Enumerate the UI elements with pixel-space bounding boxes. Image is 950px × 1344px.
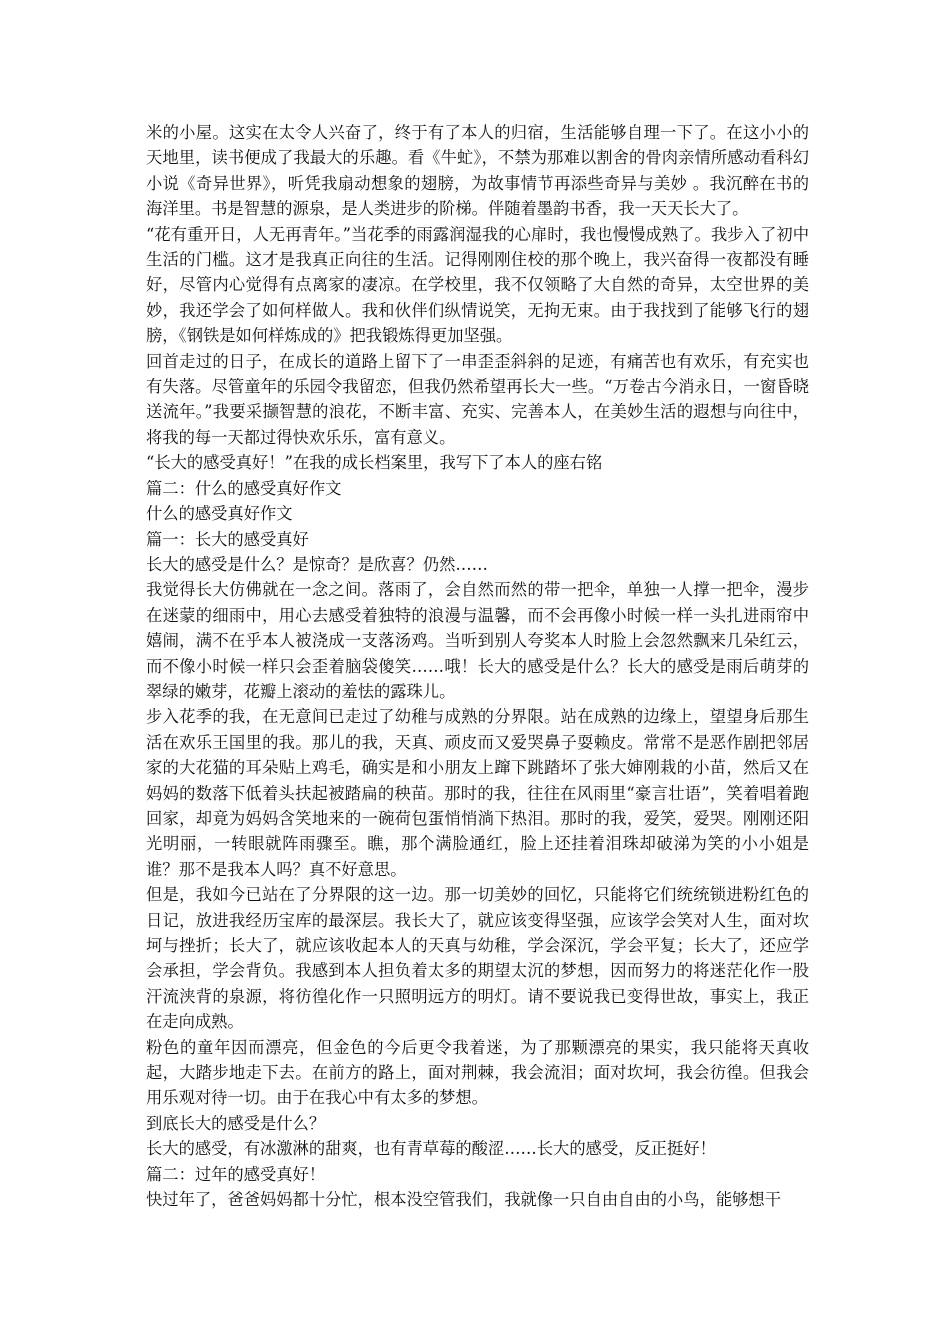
paragraph: 步入花季的我，在无意间已走过了幼稚与成熟的分界限。站在成熟的边缘上，望望身后那生活在欢乐王国里的我。那儿的我，天真、顽皮而又爱哭鼻子耍赖皮。常常不是恶作剧把邻居家的大花猫的耳朵贴上鸡毛，确实是和小朋友上蹿下跳踏坏了张大婶刚栽的小苗，然后又在妈妈的数落下低着头扶起被踏扁的秧苗。那时的我，往往在风雨里“豪言壮语”，笑着唱着跑回家，却竟为妈妈含笑地来的一碗荷包蛋悄悄淌下热泪。那时的我，爱笑，爱哭。刚刚还阳光明丽，一转眼就阵雨骤至。瞧，那个满脸通红，脸上还挂着泪珠却破涕为笑的小小姐是谁？那不是我本人吗？真不好意思。 — [146, 707, 809, 879]
paragraph: “花有重开日，人无再青年。”当花季的雨露润湿我的心扉时，我也慢慢成熟了。我步入了初中生活的门槛。这才是我真正向往的生活。记得刚刚住校的那个晚上，我兴奋得一夜都没有睡好，尽管内心觉得有点离家的凄凉。在学校里，我不仅领略了大自然的奇异，太空世界的美妙，我还学会了如何样做人。我和伙伴们纵情说笑，无拘无束。由于我找到了能够飞行的翅膀，《钢铁是如何样炼成的》把我锻炼得更加坚强。 — [146, 224, 809, 346]
paragraph: 但是，我如今已站在了分界限的这一边。那一切美妙的回忆，只能将它们统统锁进粉红色的日记，放进我经历宝库的最深层。我长大了，就应该变得坚强，应该学会笑对人生，面对坎坷与挫折；长大了，就应该收起本人的天真与幼稚，学会深沉，学会平复；长大了，还应学会承担，学会背负。我感到本人担负着太多的期望太沉的梦想，因而努力的将迷茫化作一股汗流浃背的泉源，将彷徨化作一只照明远方的明灯。请不要说我已变得世故，事实上，我正在走向成熟。 — [146, 885, 809, 1032]
paragraph: 米的小屋。这实在太令人兴奋了，终于有了本人的归宿，生活能够自理一下了。在这小小的天地里，读书便成了我最大的乐趣。看《牛虻》，不禁为那难以割舍的骨肉亲情所感动看科幻小说《奇异世界》，听凭我扇动想象的翅膀，为故事情节再添些奇异与美妙 。我沉醉在书的海洋里。书是智慧的源泉，是人类进步的阶梯。伴随着墨韵书香，我一天天长大了。 — [146, 123, 809, 219]
paragraph: 粉色的童年因而漂亮，但金色的今后更令我着迷，为了那颗漂亮的果实，我只能将天真收起，大踏步地走下去。在前方的路上，面对荆棘，我会流泪；面对坎坷，我会彷徨。但我会用乐观对待一切。由于在我心中有太多的梦想。 — [146, 1037, 809, 1108]
paragraph: 长大的感受，有冰激淋的甜爽，也有青草莓的酸涩……长大的感受，反正挺好！ — [146, 1139, 716, 1159]
paragraph: 长大的感受是什么？是惊奇？是欣喜？仍然…… — [146, 554, 488, 574]
section-heading: 篇二：过年的感受真好！ — [146, 1164, 326, 1184]
paragraph: 我觉得长大仿佛就在一念之间。落雨了，会自然而然的带一把伞，单独一人撑一把伞，漫步在迷蒙的细雨中，用心去感受着独特的浪漫与温馨，而不会再像小时候一样一头扎进雨帘中嬉闹，满不在乎本人被浇成一支落汤鸡。当听到别人夸奖本人时脸上会忽然飘来几朵红云，而不像小时候一样只会歪着脑袋傻笑……哦！长大的感受是什么？长大的感受是雨后萌芽的翠绿的嫩芽，花瓣上滚动的羞怯的露珠儿。 — [146, 580, 809, 701]
paragraph: 快过年了，爸爸妈妈都十分忙，根本没空管我们，我就像一只自由自由的小鸟，能够想干 — [146, 1190, 781, 1210]
article-title: 什么的感受真好作文 — [146, 504, 293, 524]
section-heading: 篇二：什么的感受真好作文 — [146, 478, 342, 498]
paragraph: 回首走过的日子，在成长的道路上留下了一串歪歪斜斜的足迹，有痛苦也有欢乐，有充实也有失落。尽管童年的乐园令我留恋，但我仍然希望再长大一些。“万卷古今消永日，一窗昏晓送流年。”我要采撷智慧的浪花，不断丰富、充实、完善本人，在美妙生活的遐想与向往中，将我的每一天都过得快欢乐乐，富有意义。 — [146, 351, 809, 447]
section-heading: 篇一：长大的感受真好 — [146, 529, 309, 549]
paragraph: “长大的感受真好！”在我的成长档案里，我写下了本人的座右铭 — [146, 453, 603, 473]
document-body — [146, 120, 809, 1212]
paragraph: 到底长大的感受是什么？ — [146, 1113, 326, 1133]
